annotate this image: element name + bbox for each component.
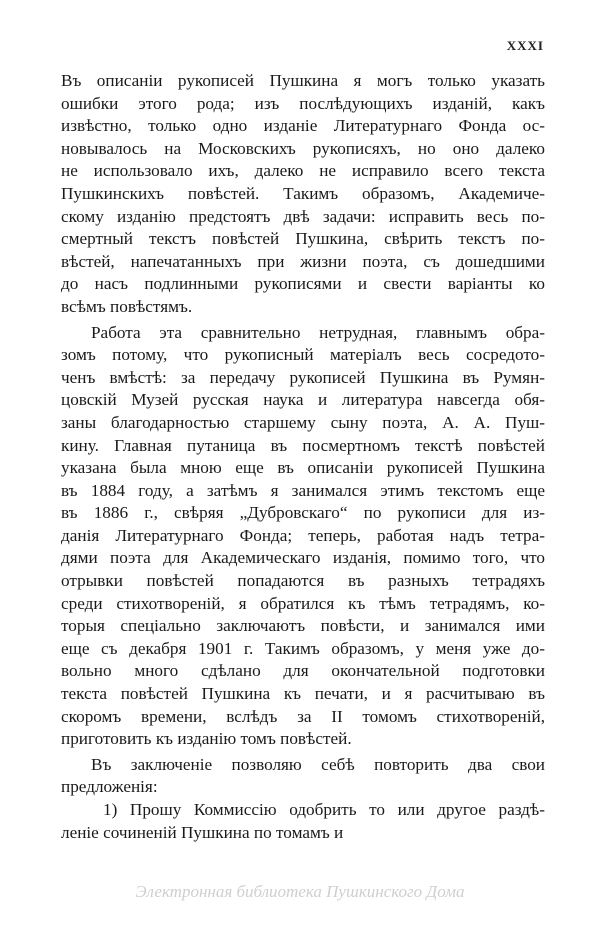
text-line: данія Литературнаго Фонда; теперь, работая надъ тетра- <box>61 525 545 545</box>
text-line: вольно много сдѣлано для окончательной подготовки <box>61 661 545 681</box>
text-line: текста повѣстей Пушкина къ печати, и я расчитываю въ <box>61 684 545 704</box>
text-line: еще съ декабря 1901 г. Такимъ образомъ, у меня уже до- <box>61 638 545 658</box>
text-line: ченъ вмѣстѣ: за передачу рукописей Пушкина въ Румян- <box>61 367 545 387</box>
text-line: до насъ подлинными рукописями и свести варіанты ко <box>61 274 545 294</box>
paragraph-2 <box>61 322 545 751</box>
text-line: новывалось на Московскихъ рукописяхъ, но оно далеко <box>61 138 545 158</box>
text-line: Пушкинскихъ повѣстей. Такимъ образомъ, Академиче- <box>61 183 545 203</box>
text-line: Въ описаніи рукописей Пушкина я могъ только указать <box>61 71 545 90</box>
text-line: леніе сочиненій Пушкина по томамъ и <box>61 822 344 842</box>
text-line: не использовало ихъ, далеко не исправило всего текста <box>61 161 545 181</box>
text-line: извѣстно, только одно изданіе Литературнаго Фонда ос- <box>61 116 545 136</box>
text-line: торыя спеціально заключаютъ повѣсти, и занимался ими <box>61 616 545 636</box>
text-line: въ 1884 году, а затѣмъ я занимался этимъ текстомъ еще <box>61 480 545 500</box>
page-text <box>61 70 545 844</box>
paragraph-3 <box>61 754 545 799</box>
text-line: заны благодарностью старшему сыну поэта, А. А. Пуш- <box>61 412 545 432</box>
page-number: XXXI <box>506 38 544 53</box>
text-line: цовскій Музей русская наука и литература навсегда обя- <box>61 390 545 410</box>
text-line: предложенія: <box>61 777 158 797</box>
text-line: Работа эта сравнительно нетрудная, главнымъ обра- <box>91 322 545 342</box>
text-line: скому изданію предстоятъ двѣ задачи: исправить весь по- <box>61 206 545 226</box>
text-line: отрывки повѣстей попадаются въ разныхъ тетрадяхъ <box>61 571 545 591</box>
text-line: приготовить къ изданію томъ повѣстей. <box>61 729 352 749</box>
text-line: Въ заключеніе позволяю себѣ повторить два свои <box>91 754 545 774</box>
text-line: ошибки этого рода; изъ послѣдующихъ изданій, какъ <box>61 93 545 113</box>
text-line: скоромъ времени, вслѣдъ за II томомъ стихотвореній, <box>61 706 545 726</box>
proposal-1 <box>61 799 545 844</box>
text-line: кину. Главная путаница въ посмертномъ текстѣ повѣстей <box>61 435 545 455</box>
paragraph-1 <box>61 70 545 319</box>
text-line: 1) Прошу Коммиссію одобрить то или другое раздѣ- <box>103 800 545 819</box>
text-line: указана была мною еще въ описаніи рукописей Пушкина <box>61 458 545 478</box>
text-line: дями поэта для Академическаго изданія, помимо того, что <box>61 548 545 568</box>
library-watermark: Электронная библиотека Пушкинского Дома <box>135 882 465 901</box>
text-line: зомъ потому, что рукописный матеріалъ весь сосредото- <box>61 345 545 365</box>
text-line: среди стихотвореній, я обратился къ тѣмъ тетрадямъ, ко- <box>61 593 545 613</box>
text-line: смертный текстъ повѣстей Пушкина, свѣрить текстъ по- <box>61 229 545 249</box>
text-line: всѣмъ повѣстямъ. <box>61 296 193 316</box>
text-line: въ 1886 г., свѣряя „Дубровскаго“ по рукописи для из- <box>61 503 545 523</box>
text-line: вѣстей, напечатанныхъ при жизни поэта, съ дошедшими <box>61 251 545 271</box>
